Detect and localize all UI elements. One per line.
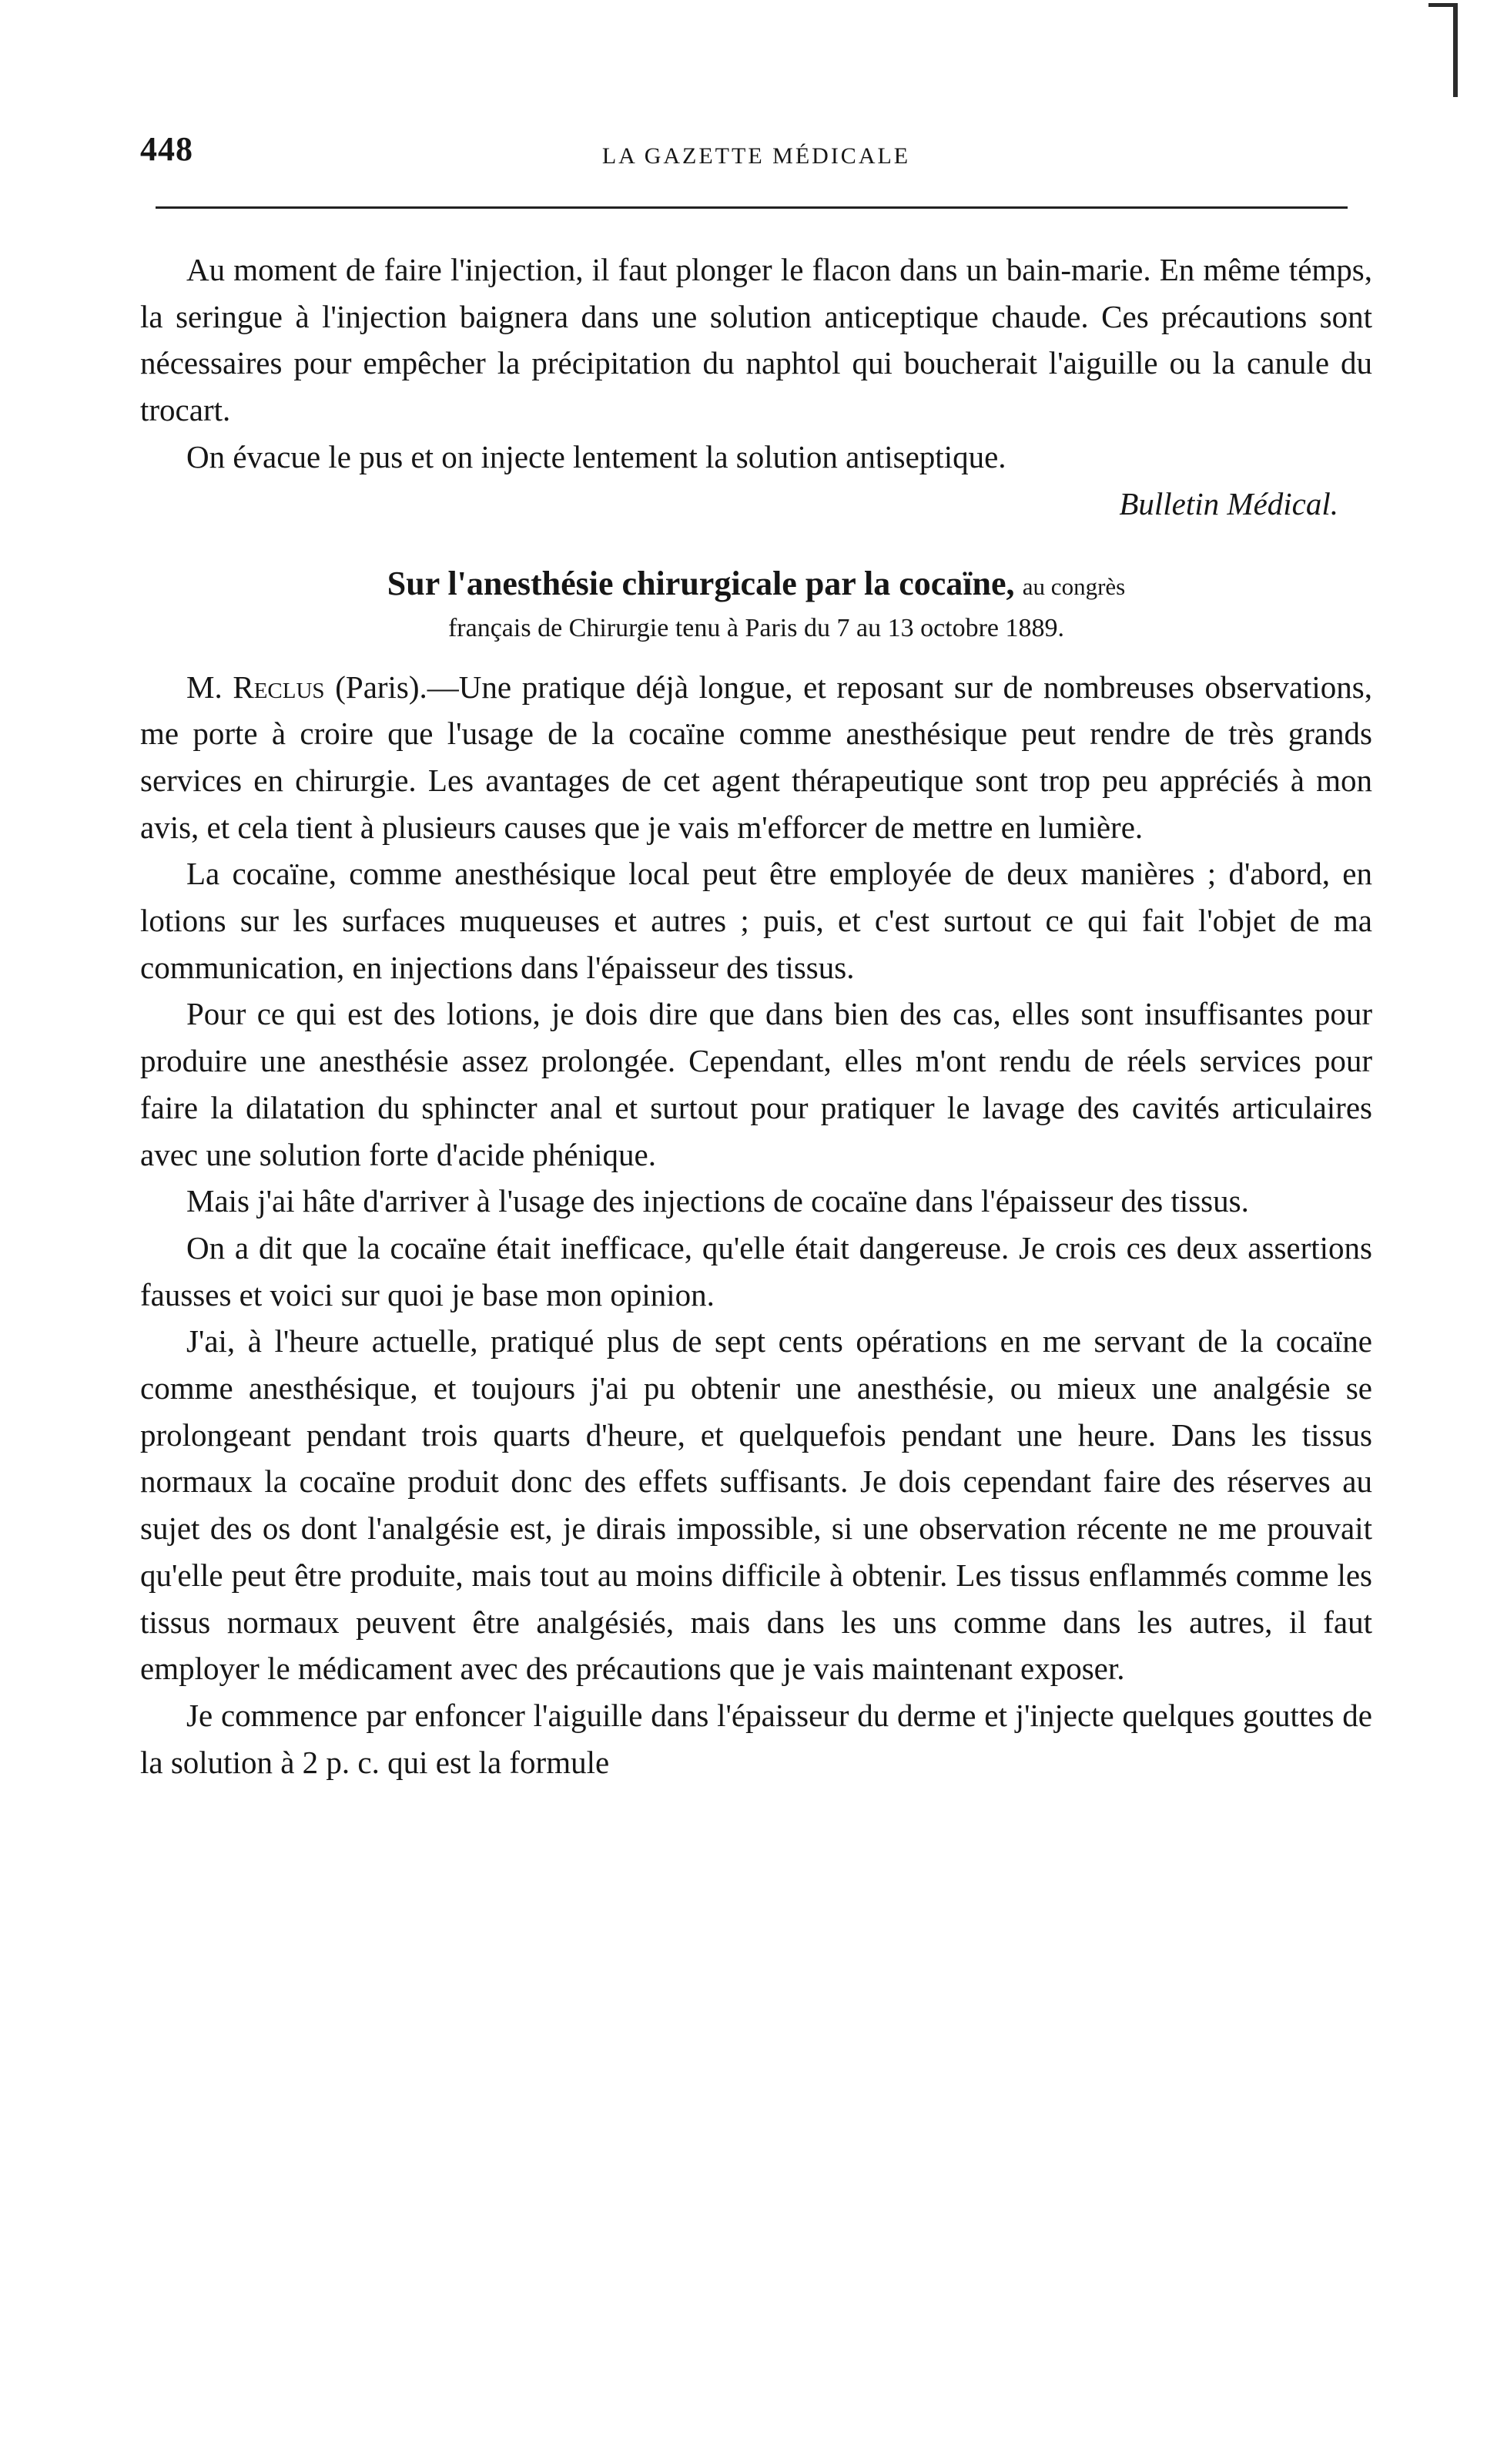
article-title-tail: au congrès [1022,572,1126,600]
page-number: 448 [140,130,193,168]
paragraph-injections: Mais j'ai hâte d'arriver à l'usage des injections de cocaïne dans l'épaisseur des tissus. [186,1183,1249,1219]
source-citation: Bulletin Médical. [1119,485,1338,521]
paragraph-experience: J'ai, à l'heure actuelle, pratiqué plus de sept cents opérations en me servant de la cocaïne comme anesthésique, et toujours j'ai pu obtenir une anesthésie, ou mieux une analgésie se prolongeant pendant trois quarts d'heure, et quelquefois pendant une heure. Dans les tissus normaux la cocaïne produit donc des effets suffisants. Je dois cependant faire des réserves au sujet des os dont l'analgésie est, je dirais impossible, si une observation récente ne me prouvait qu'elle peut être produite, mais tout au moins difficile à obtenir. Les tissus enflammés comme les tissus normaux peuvent être analgésiés, mais dans les uns comme dans les autres, il faut employer le médicament avec des précautions que je vais maintenant exposer. [140,1323,1372,1687]
page-header [140,129,1372,183]
page-edge-mark-bar [1453,6,1458,97]
header-divider [156,206,1348,209]
page-body [140,246,1372,1785]
author-place: (Paris). [335,669,427,705]
author-name: Reclus [233,669,325,705]
paragraph-cocaine-uses: La cocaïne, comme anesthésique local peut être employée de deux manières ; d'abord, en lotions sur les surfaces muqueuses et autres ; puis, et c'est surtout ce qui fait l'objet de ma communication, en injections dans l'épaisseur des tissus. [140,856,1372,985]
paragraph-evacuation: On évacue le pus et on injecte lentement la solution antiseptique. [186,438,1006,474]
article-title: Sur l'anesthésie chirurgicale par la cocaïne, [387,564,1015,602]
paragraph-injection: Au moment de faire l'injection, il faut plonger le flacon dans un bain-marie. En même témps, la seringue à l'injection baignera dans une solution anticeptique chaude. Ces précautions sont nécessaires pour empêcher la précipitation du naphtol qui boucherait l'aiguille ou la canule du trocart. [140,252,1372,428]
article-heading [140,561,1372,610]
running-title: LA GAZETTE MÉDICALE [601,143,911,169]
author-prefix: M. [186,669,223,705]
paragraph-lotions: Pour ce qui est des lotions, je dois dire que dans bien des cas, elles sont insuffisantes pour produire une anesthésie assez prolongée. Cependant, elles m'ont rendu de réels services pour faire la dilatation du sphincter anal et surtout pour pratiquer le lavage des cavités articulaires avec une solution forte d'acide phénique. [140,996,1372,1172]
journal-page [140,129,1373,1780]
author-intro-text: —Une pratique déjà longue, et reposant sur de nombreuses observations, me porte à croire que l'usage de la cocaïne comme anesthésique peut rendre de très grands services en chirurgie. Les avantages de cet agent thérapeutique sont trop peu appréciés à mon avis, et cela tient à plusieurs causes que je vais m'efforcer de mettre en lumière. [140,669,1373,845]
paragraph-assertions: On a dit que la cocaïne était inefficace, qu'elle était dangereuse. Je crois ces deux assertions fausses et voici sur quoi je base mon opinion. [140,1229,1372,1312]
paragraph-technique: Je commence par enfoncer l'aiguille dans l'épaisseur du derme et j'injecte quelques gouttes de la solution à 2 p. c. qui est la formule [140,1697,1372,1780]
article-subtitle: français de Chirurgie tenu à Paris du 7 au 13 octobre 1889. [447,613,1065,642]
paragraph-author-intro [140,664,1372,851]
